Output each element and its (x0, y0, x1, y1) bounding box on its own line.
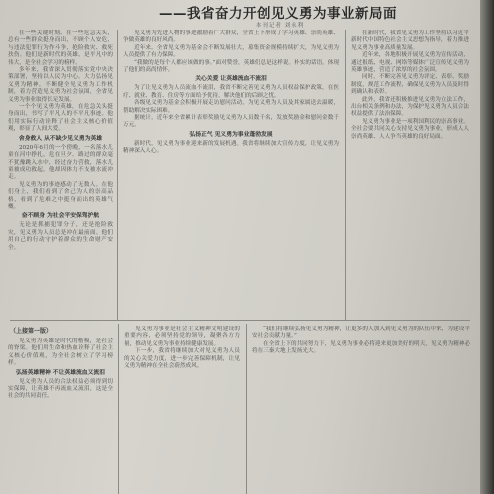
section-divider (10, 320, 470, 321)
paragraph: 见义勇为人员的合法权益必须得到切实保障，让英雄不再流血又流泪，这是全社会的共同责任。 (8, 378, 113, 400)
lower-column-1 (8, 338, 113, 492)
paragraph: 近年来，各地积极开展见义勇为宣传活动，通过报纸、电视、网络等媒体广泛宣传见义勇为英雄事迹，营造了浓厚的社会氛围。 (351, 52, 469, 74)
continued-label: （上接第一版） (10, 328, 53, 335)
paragraph: 各级见义勇为基金会积极开展走访慰问活动，为见义勇为人员及其家属送去温暖，帮助解决实际困难。 (123, 100, 339, 114)
paragraph: 在一些关键时刻、在一些危急关头，总有一些群众挺身而出，不顾个人安危，与违法犯罪行为作斗争，抢险救灾、救死扶伤。他们是新时代的英雄，是平凡中的伟大，是全社会学习的榜样。 (8, 30, 113, 66)
paragraph: 同时，不断完善见义勇为评定、表彰、奖励制度，规范工作流程，确保见义勇为人员及时得到确认和表彰。 (351, 74, 469, 96)
paragraph: 下一步，我省将继续加大对见义勇为人员的关心关爱力度，进一步完善保障机制，让见义勇为精神在全社会蔚然成风。 (124, 348, 240, 370)
column-divider (118, 324, 119, 494)
paragraph: 在新时代，我省见义勇为工作坚持以习近平新时代中国特色社会主义思想为指导，着力推进见义勇为事业高质量发展。 (351, 30, 469, 51)
paragraph: 近年来，全省见义勇为基金会不断发展壮大，募集资金规模持续扩大，为见义勇为人员提供了有力保障。 (123, 44, 339, 59)
lower-column-3 (252, 326, 470, 492)
column-divider (345, 30, 346, 320)
paragraph: 在全省上下的共同努力下，见义勇为事业必将迎来更加美好的明天，见义勇为精神必将在三秦大地上发扬光大。 (252, 340, 470, 355)
paragraph: 此外，我省还积极推进见义勇为立法工作，出台相关条例和办法，为保护见义勇为人员合法权益提供了法治保障。 (351, 96, 469, 118)
column-divider (117, 30, 118, 320)
paragraph: “我做的是每个人都应该做的事。”面对赞誉，英雄们总是这样说。朴实的话语，体现了他们的高尚情怀。 (123, 59, 339, 74)
paragraph: 见义勇为英雄是时代的楷模，是社会的脊梁。他们用生命和热血诠释了社会主义核心价值观，为全社会树立了学习榜样。 (8, 338, 113, 367)
paragraph: 多年来，我省深入贯彻落实党中央决策部署，坚持以人民为中心，大力弘扬见义勇为精神，不断健全见义勇为工作机制，着力营造见义勇为社会氛围，全省见义勇为事业取得长足发展。 (8, 67, 113, 103)
article-column-2 (123, 30, 339, 318)
article-byline: 本刊记者 刘永利 (255, 23, 305, 29)
paragraph: 据统计，近年来全省累计表彰奖励见义勇为人员数千名，发放奖励金和慰问金数千万元。 (123, 115, 339, 129)
column-divider (246, 324, 247, 494)
paragraph: 见义勇为事业是社会主义精神文明建设的重要内容，必须坚持党的领导，凝聚各方力量，推动见义勇为事业持续健康发展。 (124, 326, 240, 347)
paragraph: 为了让见义勇为人员流血不流泪，我省不断完善见义勇为人员权益保护政策，在医疗、就业、教育、住房等方面给予优待，解决他们的后顾之忧。 (123, 85, 339, 99)
paragraph: “我们将继续弘扬见义勇为精神，让更多的人加入到见义勇为的队伍中来，为建设平安社会贡献力量。” (252, 326, 470, 340)
page-edge-shadow (480, 0, 494, 494)
paragraph: 见义勇为先进人物的事迹激励着广大群众，全省上下形成了学习英雄、崇尚英雄、争做英雄的良好风尚。 (123, 30, 339, 44)
subheading: 弘扬英雄精神 不让英雄流血又流泪 (16, 369, 105, 376)
paragraph: 2020年6月的一个傍晚，一名落水儿童在河中挣扎，危在旦夕。路过的群众毫不犹豫跳入水中，经过奋力营救，落水儿童被成功救起，他却因体力不支被水流冲走。 (8, 144, 113, 181)
subheading: 奋不顾身 为社会平安保驾护航 (21, 213, 100, 220)
paragraph: 一个个见义勇为英雄，在危急关头挺身而出，书写了平凡人的不平凡事迹。他们用实际行动诠释了社会主义核心价值观，彰显了人间大爱。 (8, 104, 113, 133)
article-column-3 (351, 30, 469, 318)
paragraph: 见义勇为的事迹感动了无数人。在他们身上，我们看到了舍己为人的崇高品格，看到了危难之中挺身而出的英雄气概。 (8, 181, 113, 210)
paragraph: 见义勇为事业是一项利国利民的崇高事业。全社会要共同关心支持见义勇为事业，形成人人崇尚英雄、人人争当英雄的良好局面。 (351, 118, 469, 140)
paragraph: 新时代，见义勇为事业迎来新的发展机遇。我省将继续加大宣传力度，让见义勇为精神深入人心。 (123, 140, 339, 155)
subheading: 弘扬正气 见义勇为事业蓬勃发展 (189, 131, 273, 138)
paragraph: 无论是抓捕犯罪分子，还是抢险救灾，见义勇为人员总是冲在最前面。他们用自己的行动守护着群众的生命财产安全。 (8, 222, 113, 251)
article-column-1 (8, 30, 113, 318)
subheading: 舍身救人 从不缺少见义勇为英雄 (18, 135, 103, 142)
article-headline: ——我省奋力开创见义勇为事业新局面 (159, 6, 397, 22)
subheading: 关心关爱 让英雄流血不流泪 (195, 76, 267, 83)
lower-column-2 (124, 326, 240, 492)
